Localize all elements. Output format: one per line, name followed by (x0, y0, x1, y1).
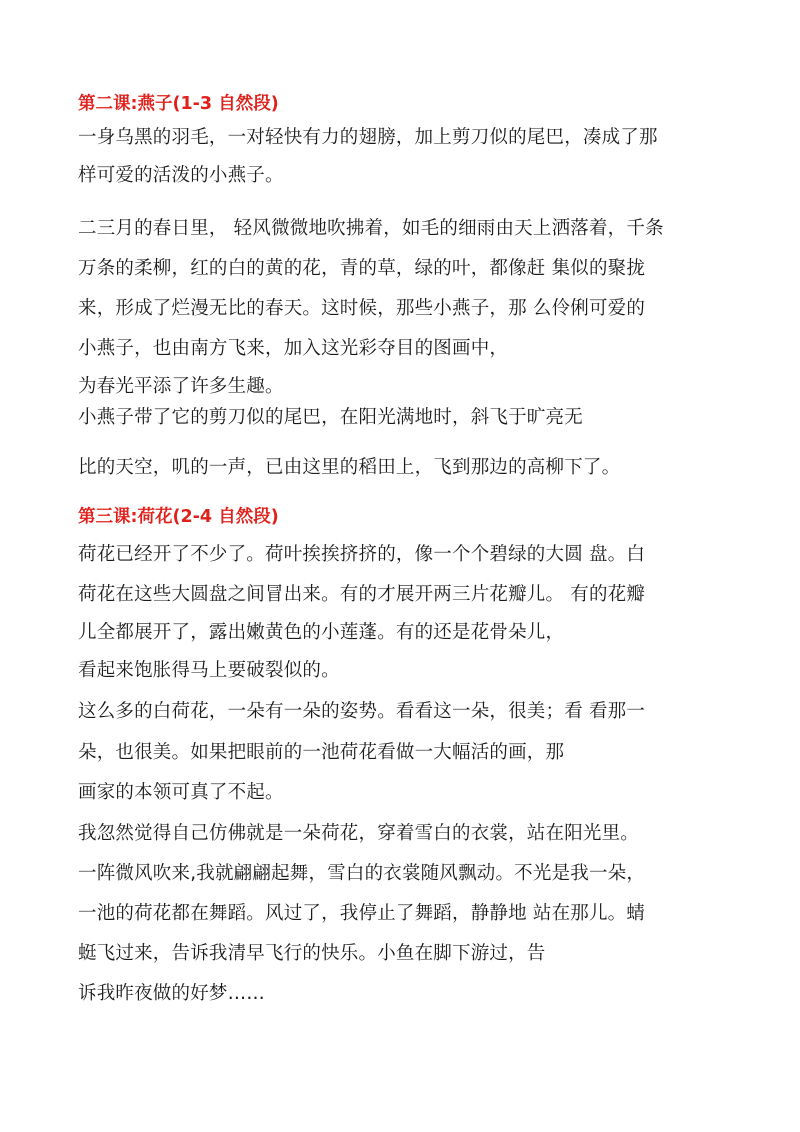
lesson2-line-2: 样可爱的活泼的小燕子。 (78, 165, 284, 186)
lesson3-line-4: 看起来饱胀得马上要破裂似的。 (78, 660, 340, 681)
lesson3-line-1: 荷花已经开了不少了。荷叶挨挨挤挤的，像一个个碧绿的大圆 盘。白 (78, 544, 646, 565)
lesson3-line-8: 我忽然觉得自己仿佛就是一朵荷花，穿着雪白的衣裳，站在阳光里。 (78, 823, 640, 844)
lesson3-line-6: 朵，也很美。如果把眼前的一池荷花看做一大幅活的画，那 (78, 742, 565, 763)
lesson2-line-9: 比的天空，叽的一声，已由这里的稻田上，飞到那边的高柳下了。 (78, 457, 621, 478)
lesson2-line-5: 来，形成了烂漫无比的春天。这时候，那些小燕子，那 么伶俐可爱的 (78, 298, 646, 319)
lesson3-line-5: 这么多的白荷花，一朵有一朵的姿势。看看这一朵，很美；看 看那一 (78, 701, 646, 722)
lesson3-line-9: 一阵微风吹来,我就翩翩起舞，雪白的衣裳随风飘动。不光是我一朵， (78, 863, 646, 884)
lesson2-line-6: 小燕子，也由南方飞来，加入这光彩夺目的图画中， (78, 338, 509, 359)
lesson3-line-11: 蜓飞过来，告诉我清早飞行的快乐。小鱼在脚下游过，告 (78, 943, 546, 964)
lesson3-line-2: 荷花在这些大圆盘之间冒出来。有的才展开两三片花瓣儿。 有的花瓣 (78, 584, 646, 605)
lesson2-line-8: 小燕子带了它的剪刀似的尾巴，在阳光满地时，斜飞于旷亮无 (78, 407, 583, 428)
lesson3-heading: 第三课:荷花(2-4 自然段) (78, 507, 279, 527)
lesson2-line-7: 为春光平添了许多生趣。 (78, 376, 284, 397)
lesson2-heading: 第二课:燕子(1-3 自然段) (78, 94, 279, 114)
lesson3-line-3: 儿全都展开了，露出嫩黄色的小莲蓬。有的还是花骨朵儿， (78, 622, 565, 643)
lesson2-line-1: 一身乌黑的羽毛，一对轻快有力的翅膀，加上剪刀似的尾巴，凑成了那 (78, 127, 658, 148)
lesson2-line-3: 二三月的春日里， 轻风微微地吹拂着，如毛的细雨由天上洒落着，千条 (78, 218, 664, 239)
lesson2-line-4: 万条的柔柳，红的白的黄的花，青的草，绿的叶，都像赶 集似的聚拢 (78, 258, 646, 279)
lesson3-line-7: 画家的本领可真了不起。 (78, 782, 284, 803)
lesson3-line-12: 诉我昨夜做的好梦…… (78, 983, 266, 1004)
lesson3-line-10: 一池的荷花都在舞蹈。风过了，我停止了舞蹈，静静地 站在那儿。蜻 (78, 903, 646, 924)
